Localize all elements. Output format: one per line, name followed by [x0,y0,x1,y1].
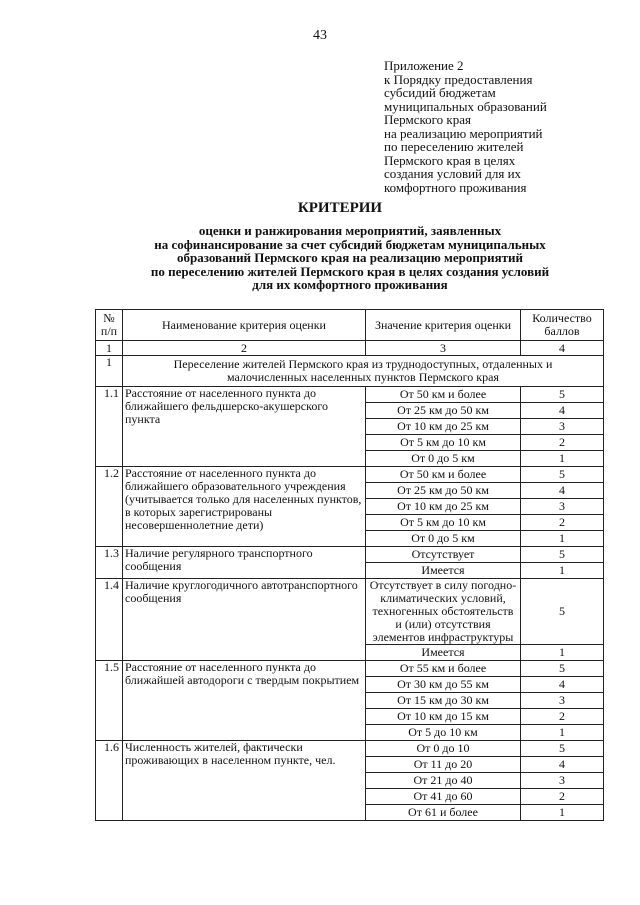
subtitle-line: по переселению жителей Пермского края в целях создания условий [150,263,550,279]
criterion-value: От 5 км до 10 км [366,435,521,451]
criterion-score: 2 [521,515,604,531]
section-row [96,356,604,387]
criterion-number: 1.2 [96,467,123,547]
criterion-score: 5 [521,387,604,403]
criterion-value: От 61 и более [366,805,521,821]
subtitle-line: оценки и ранжирования мероприятий, заявленных [198,223,502,238]
criterion-score: 4 [521,757,604,773]
criterion-number: 1.5 [96,661,123,741]
criterion-value: От 30 км до 55 км [366,677,521,693]
table-row [96,547,604,563]
annex-block [384,59,624,194]
criterion-value: От 5 км до 10 км [366,515,521,531]
criterion-name: Расстояние от населенного пункта до ближайшего фельдшерско-акушерского пункта [123,387,366,467]
criterion-score: 1 [521,645,604,661]
column-number: 3 [366,341,521,356]
section-number: 1 [96,356,123,387]
criterion-value: От 41 до 60 [366,789,521,805]
annex-line: субсидий бюджетам [384,85,496,100]
criterion-score: 5 [521,467,604,483]
criterion-value: От 15 км до 30 км [366,693,521,709]
criterion-score: 1 [521,805,604,821]
criterion-value: Имеется [366,563,521,579]
criterion-score: 1 [521,451,604,467]
criterion-score: 2 [521,709,604,725]
annex-line: создания условий для их [384,166,522,181]
annex-line: Приложение 2 [384,58,464,73]
annex-line: к Порядку предоставления [384,71,533,87]
criterion-number: 1.3 [96,547,123,579]
criterion-score: 2 [521,789,604,805]
criterion-value: От 25 км до 50 км [366,483,521,499]
table-row [96,741,604,757]
column-number-row [96,341,604,356]
header-score: Количество баллов [521,310,604,341]
annex-line: Пермского края в целях [384,152,516,168]
criterion-score: 3 [521,419,604,435]
header-number: № п/п [96,310,123,341]
criterion-score: 5 [521,741,604,757]
annex-line: муниципальных образований [384,98,547,114]
criterion-name: Наличие регулярного транспортного сообщения [123,547,366,579]
subtitle-line: для их комфортного проживания [252,277,448,292]
page-number: 43 [313,28,327,43]
table-row [96,579,604,645]
criterion-value: От 10 км до 15 км [366,709,521,725]
document-title: КРИТЕРИИ [297,200,383,216]
subtitle-line: на софинансирование за счет субсидий бюджетам муниципальных [154,236,546,252]
criterion-score: 3 [521,499,604,515]
criterion-score: 1 [521,563,604,579]
annex-line: Пермского края [384,112,471,127]
table-row [96,387,604,403]
criterion-score: 4 [521,403,604,419]
criterion-name: Численность жителей, фактически проживающих в населенном пункте, чел. [123,741,366,821]
criterion-score: 3 [521,773,604,789]
criterion-value: От 0 до 10 [366,741,521,757]
table-row [96,661,604,677]
criterion-value: От 50 км и более [366,467,521,483]
criterion-score: 1 [521,725,604,741]
criterion-number: 1.6 [96,741,123,821]
annex-line: на реализацию мероприятий [384,125,543,141]
criterion-score: 1 [521,531,604,547]
criterion-name: Расстояние от населенного пункта до ближайшей автодороги с твердым покрытием [123,661,366,741]
table-header-row [96,310,604,341]
criterion-score: 4 [521,483,604,499]
criterion-score: 5 [521,661,604,677]
criterion-name: Расстояние от населенного пункта до ближайшего образовательного учреждения (учитывается только для населенных пунктов, в которых зарегистрированы несовершеннолетние дети) [123,467,366,547]
criterion-number: 1.4 [96,579,123,661]
criterion-value: Отсутствует [366,547,521,563]
criterion-value: От 55 км и более [366,661,521,677]
criterion-score: 5 [521,547,604,563]
criterion-value: Отсутствует в силу погодно-климатических условий, техногенных обстоятельств и (или) отсутствия элементов инфраструктуры [366,579,521,645]
criterion-value: От 21 до 40 [366,773,521,789]
annex-line: по переселению жителей [384,139,524,154]
subtitle-line: образований Пермского края на реализацию мероприятий [177,250,523,265]
criterion-value: От 11 до 20 [366,757,521,773]
column-number: 1 [96,341,123,356]
criterion-value: От 0 до 5 км [366,531,521,547]
criterion-score: 4 [521,677,604,693]
criterion-value: От 10 км до 25 км [366,499,521,515]
criterion-name: Наличие круглогодичного автотранспортного сообщения [123,579,366,661]
criterion-value: От 5 до 10 км [366,725,521,741]
criterion-value: Имеется [366,645,521,661]
criterion-value: От 25 км до 50 км [366,403,521,419]
header-value: Значение критерия оценки [366,310,521,341]
column-number: 2 [123,341,366,356]
column-number: 4 [521,341,604,356]
document-subtitle [80,224,620,292]
criterion-value: От 0 до 5 км [366,451,521,467]
criteria-table [95,309,604,821]
criterion-value: От 10 км до 25 км [366,419,521,435]
criterion-value: От 50 км и более [366,387,521,403]
section-title: Переселение жителей Пермского края из труднодоступных, отдаленных и малочисленных населенных пунктов Пермского края [123,356,604,387]
criterion-score: 5 [521,579,604,645]
criterion-score: 3 [521,693,604,709]
header-criterion: Наименование критерия оценки [123,310,366,341]
table-row [96,467,604,483]
criterion-score: 2 [521,435,604,451]
annex-line: комфортного проживания [384,179,527,195]
criterion-number: 1.1 [96,387,123,467]
